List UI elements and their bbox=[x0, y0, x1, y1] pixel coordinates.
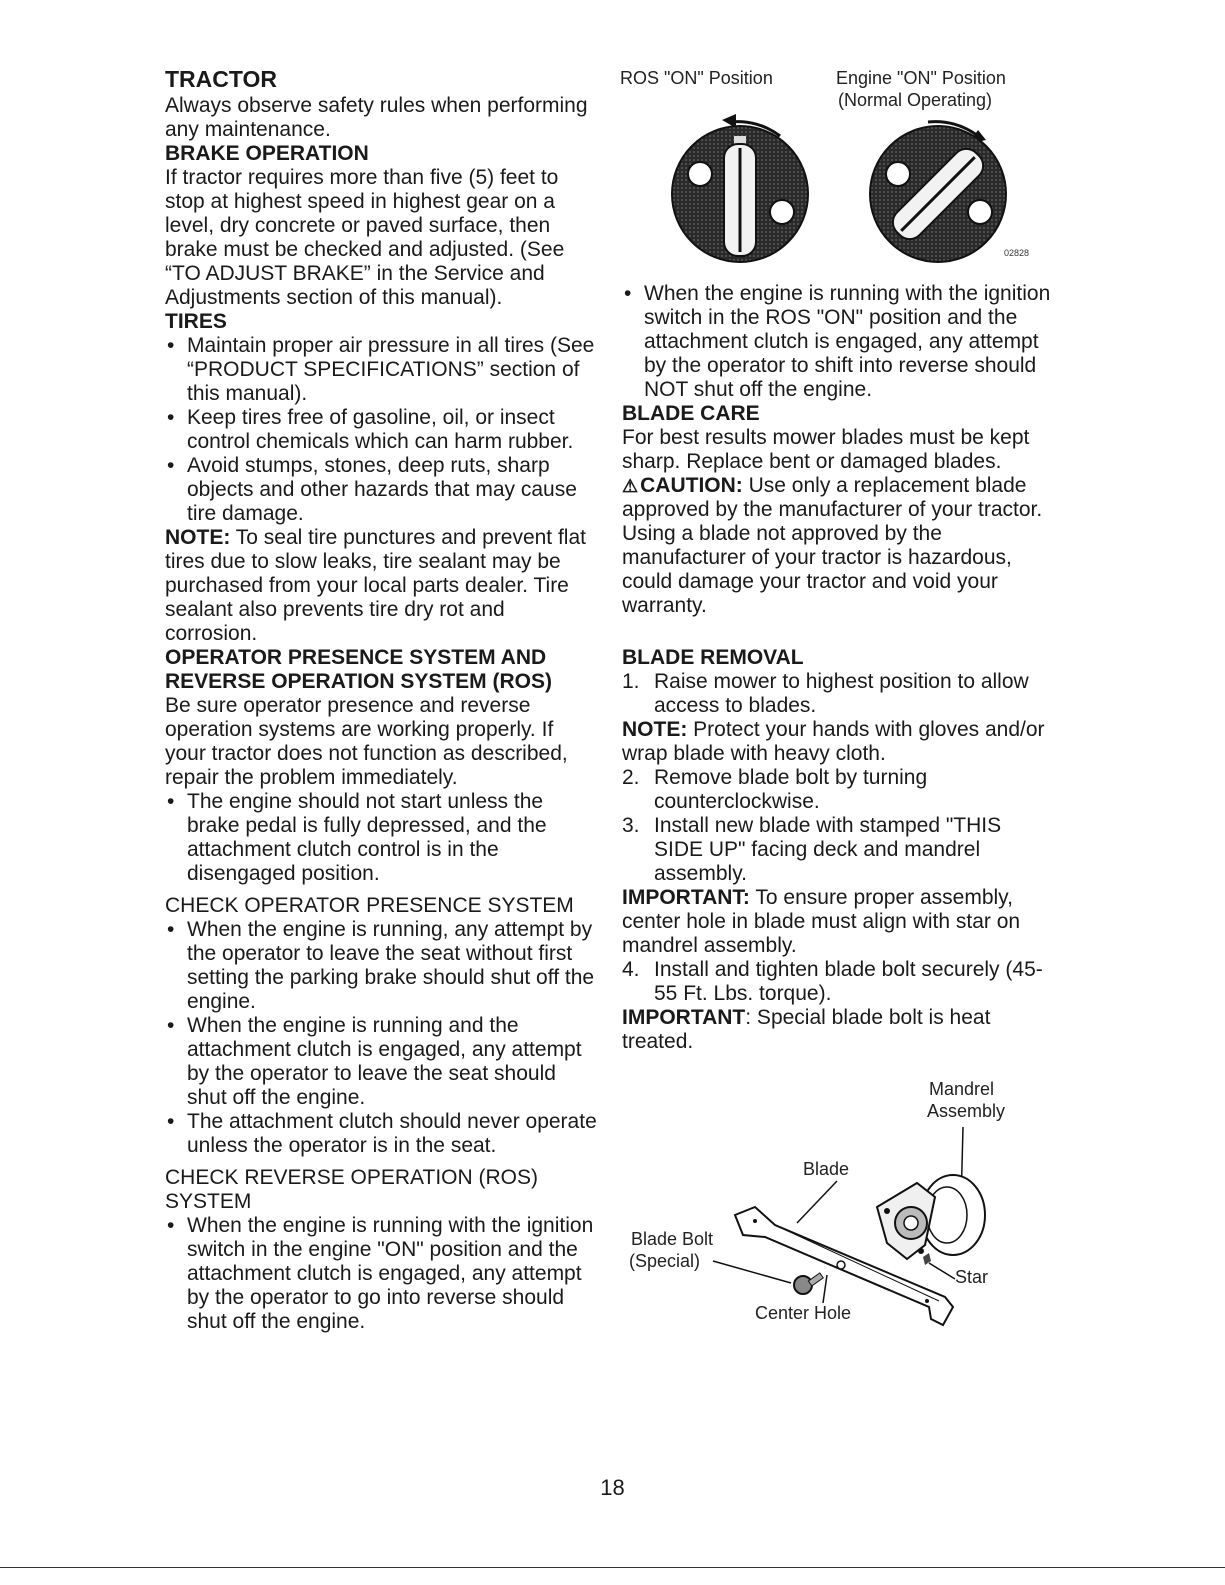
list-item: • When the engine is running with the ignition switch in the ROS "ON" position and the attachment clutch is engaged, any attempt by the operator to shift into reverse should NOT shut off the engine. bbox=[622, 282, 1052, 402]
list-item: • Maintain proper air pressure in all tires (See “PRODUCT SPECIFICATIONS” section of this manual). bbox=[165, 334, 597, 406]
ros-switch-icon bbox=[672, 114, 808, 262]
note-label: NOTE: bbox=[165, 526, 231, 549]
brake-text: If tractor requires more than five (5) feet to stop at highest speed in highest gear on a level, dry concrete or paved surface, then brake must be checked and adjusted. (See “TO ADJUST BRAKE” in the Service and Adjustments section of this manual). bbox=[165, 166, 565, 309]
blade-note bbox=[622, 718, 1052, 766]
check-ops-heading: CHECK OPERATOR PRESENCE SYSTEM bbox=[165, 894, 574, 917]
mandrel-sublabel: Assembly bbox=[927, 1101, 1006, 1121]
section-title: TRACTOR bbox=[165, 66, 278, 92]
note-label: NOTE: bbox=[622, 718, 688, 741]
step-item bbox=[622, 670, 1052, 718]
blade-care-heading: BLADE CARE bbox=[622, 402, 760, 425]
caution-text: Use only a replacement blade approved by the manufacturer of your tractor. Using a blade not approved by the manufacturer of your tractor is hazardous, could damage your tractor and void your warranty. bbox=[622, 474, 1043, 617]
ros-position-label: ROS "ON" Position bbox=[620, 68, 773, 88]
ros-list bbox=[622, 282, 1052, 402]
important-label: IMPORTANT: bbox=[622, 886, 750, 909]
warning-icon: ⚠ bbox=[622, 476, 639, 496]
check-ros-heading: CHECK REVERSE OPERATION (ROS) SYSTEM bbox=[165, 1166, 538, 1213]
caution-label: CAUTION: bbox=[640, 474, 743, 497]
blade-bolt-sublabel: (Special) bbox=[629, 1251, 701, 1271]
page-number: 18 bbox=[600, 1475, 625, 1500]
tire-note bbox=[165, 526, 597, 646]
right-column bbox=[622, 282, 1052, 1054]
blade-steps-final bbox=[622, 958, 1052, 1006]
list-item: • When the engine is running and the attachment clutch is engaged, any attempt by the operator to leave the seat should shut off the engine. bbox=[165, 1014, 597, 1110]
step-number: 2. bbox=[622, 766, 640, 789]
step-item bbox=[622, 958, 1052, 1006]
tires-list bbox=[165, 334, 597, 526]
brake-heading: BRAKE OPERATION bbox=[165, 142, 369, 165]
blade-steps-continued bbox=[622, 766, 1052, 886]
caution-paragraph bbox=[622, 474, 1052, 618]
figure-code: 02828 bbox=[1004, 248, 1030, 258]
bottom-rule bbox=[0, 1567, 1225, 1568]
step-text: Install and tighten blade bolt securely (45-55 Ft. Lbs. torque). bbox=[654, 958, 1043, 1005]
blade-figure bbox=[625, 1075, 1045, 1335]
blade-assembly-drawing bbox=[625, 1075, 1045, 1335]
note-text: To seal tire punctures and prevent flat tires due to slow leaks, tire sealant may be purchased from your local parts dealer. Tire sealant also prevents tire dry rot and corrosion. bbox=[165, 526, 586, 645]
note-text: Protect your hands with gloves and/or wrap blade with heavy cloth. bbox=[622, 718, 1045, 765]
blade-removal-heading: BLADE REMOVAL bbox=[622, 646, 804, 669]
important-label: IMPORTANT bbox=[622, 1006, 746, 1029]
blade-care-text: For best results mower blades must be kept sharp. Replace bent or damaged blades. bbox=[622, 426, 1030, 473]
star-label: Star bbox=[955, 1267, 989, 1287]
step-item bbox=[622, 766, 1052, 814]
ops-list bbox=[165, 790, 597, 886]
mandrel-assembly-icon bbox=[877, 1175, 985, 1265]
intro-text: Always observe safety rules when performing any maintenance. bbox=[165, 94, 588, 141]
step-number: 1. bbox=[622, 670, 640, 693]
list-item: • The engine should not start unless the brake pedal is fully depressed, and the attachment clutch control is in the disengaged position. bbox=[165, 790, 597, 886]
check-ops-list bbox=[165, 918, 597, 1158]
step-number: 4. bbox=[622, 958, 640, 981]
list-item: • When the engine is running with the ignition switch in the engine "ON" position and the attachment clutch is engaged, any attempt by the operator to go into reverse should shut off the engine. bbox=[165, 1214, 597, 1334]
ops-heading: OPERATOR PRESENCE SYSTEM AND REVERSE OPERATION SYSTEM (ROS) bbox=[165, 646, 552, 693]
ops-text: Be sure operator presence and reverse operation systems are working properly. If your tractor does not function as described, repair the problem immediately. bbox=[165, 694, 568, 789]
center-hole-label: Center Hole bbox=[755, 1303, 852, 1323]
bolt-icon bbox=[794, 1273, 823, 1294]
engine-position-sublabel: (Normal Operating) bbox=[838, 90, 993, 110]
left-column bbox=[165, 66, 597, 1334]
check-ros-list bbox=[165, 1214, 597, 1334]
mandrel-label: Mandrel bbox=[929, 1079, 995, 1099]
ignition-switch-drawing bbox=[620, 66, 1060, 266]
list-item: • Keep tires free of gasoline, oil, or insect control chemicals which can harm rubber. bbox=[165, 406, 597, 454]
important-note-2 bbox=[622, 1006, 1052, 1054]
important-note-1 bbox=[622, 886, 1052, 958]
list-item: • Avoid stumps, stones, deep ruts, sharp objects and other hazards that may cause tire damage. bbox=[165, 454, 597, 526]
important-text: To ensure proper assembly, center hole in blade must align with star on mandrel assembly. bbox=[622, 886, 1021, 957]
step-text: Install new blade with stamped "THIS SIDE UP" facing deck and mandrel assembly. bbox=[654, 814, 1002, 885]
step-text: Remove blade bolt by turning counterclockwise. bbox=[654, 766, 928, 813]
ignition-figure bbox=[620, 66, 1060, 266]
engine-position-label: Engine "ON" Position bbox=[836, 68, 1006, 88]
step-item bbox=[622, 814, 1052, 886]
step-number: 3. bbox=[622, 814, 640, 837]
blade-label: Blade bbox=[803, 1159, 850, 1179]
step-text: Raise mower to highest position to allow access to blades. bbox=[654, 670, 1029, 717]
blade-steps bbox=[622, 670, 1052, 718]
blade-bolt-label: Blade Bolt bbox=[631, 1229, 714, 1249]
list-item: • When the engine is running, any attempt by the operator to leave the seat without first setting the parking brake should shut off the engine. bbox=[165, 918, 597, 1014]
engine-switch-icon bbox=[870, 122, 1006, 262]
important-text: : Special blade bolt is heat treated. bbox=[622, 1006, 991, 1053]
list-item: • The attachment clutch should never operate unless the operator is in the seat. bbox=[165, 1110, 597, 1158]
tires-heading: TIRES bbox=[165, 310, 227, 333]
